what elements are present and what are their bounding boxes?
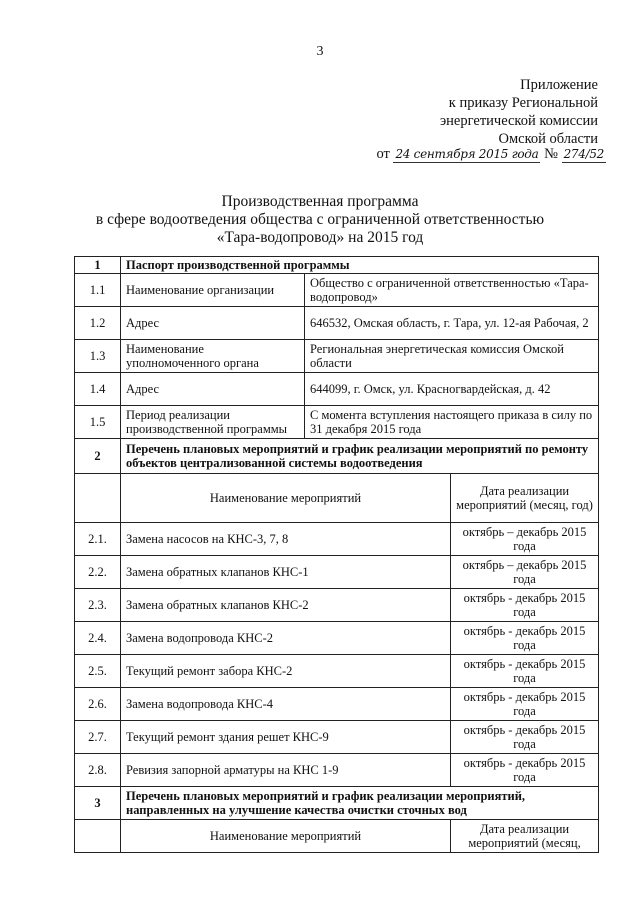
row-value: Общество с ограниченной ответственностью «Тара-водопровод» xyxy=(305,274,599,307)
empty-cell xyxy=(75,474,121,523)
activity-name: Замена водопровода КНС-4 xyxy=(121,688,451,721)
section-number: 3 xyxy=(75,787,121,820)
row-value: 644099, г. Омск, ул. Красногвардейская, д. 42 xyxy=(305,373,599,406)
title-line: в сфере водоотведения общества с ограниченной ответственностью xyxy=(95,211,545,228)
row-number: 2.5. xyxy=(75,655,121,688)
row-number: 2.6. xyxy=(75,688,121,721)
activity-name: Текущий ремонт здания решет КНС-9 xyxy=(121,721,451,754)
column-header-name: Наименование мероприятий xyxy=(121,474,451,523)
section-heading: Паспорт производственной программы xyxy=(121,257,599,274)
appendix-line: Омской области xyxy=(498,131,598,147)
activity-date: октябрь - декабрь 2015 года xyxy=(451,655,599,688)
appendix-line: к приказу Региональной xyxy=(448,95,598,111)
row-number: 2.2. xyxy=(75,556,121,589)
handwritten-date: 24 сентября 2015 года xyxy=(395,147,539,161)
table-row xyxy=(75,307,599,340)
section-number: 1 xyxy=(75,257,121,274)
title-line: Производственная программа xyxy=(221,193,419,210)
section-3-header xyxy=(75,787,599,820)
column-header-name: Наименование мероприятий xyxy=(121,820,451,853)
activity-name: Замена насосов на КНС-3, 7, 8 xyxy=(121,523,451,556)
from-label: от xyxy=(376,146,390,162)
row-number: 1.3 xyxy=(75,340,121,373)
activity-date: октябрь - декабрь 2015 года xyxy=(451,622,599,655)
table-row xyxy=(75,622,599,655)
section-number: 2 xyxy=(75,439,121,474)
appendix-header xyxy=(440,76,598,148)
activity-date: октябрь - декабрь 2015 года xyxy=(451,589,599,622)
section-1-header xyxy=(75,257,599,274)
activity-name: Текущий ремонт забора КНС-2 xyxy=(121,655,451,688)
row-number: 2.8. xyxy=(75,754,121,787)
page-number: 3 xyxy=(316,44,324,59)
activity-date: октябрь - декабрь 2015 года xyxy=(451,688,599,721)
row-number: 2.4. xyxy=(75,622,121,655)
row-number: 1.4 xyxy=(75,373,121,406)
row-value: 646532, Омская область, г. Тара, ул. 12-ая Рабочая, 2 xyxy=(305,307,599,340)
appendix-line: энергетической комиссии xyxy=(439,113,598,129)
column-header-date: Дата реализации мероприятий (месяц, xyxy=(451,820,599,853)
empty-cell xyxy=(75,820,121,853)
section-heading: Перечень плановых мероприятий и график реализации мероприятий по ремонту объектов централизованной системы водоотведения xyxy=(121,439,599,474)
column-header-row xyxy=(75,474,599,523)
document-title xyxy=(0,193,640,247)
activity-name: Замена обратных клапанов КНС-1 xyxy=(121,556,451,589)
row-label: Наименование уполномоченного органа xyxy=(121,340,305,373)
appendix-line: Приложение xyxy=(520,77,598,93)
activity-name: Ревизия запорной арматуры на КНС 1-9 xyxy=(121,754,451,787)
table-row xyxy=(75,373,599,406)
section-heading: Перечень плановых мероприятий и график реализации мероприятий, направленных на улучшение качества очистки сточных вод xyxy=(121,787,599,820)
activity-name: Замена обратных клапанов КНС-2 xyxy=(121,589,451,622)
row-value: С момента вступления настоящего приказа в силу по 31 декабря 2015 года xyxy=(305,406,599,439)
table-row xyxy=(75,688,599,721)
table-row xyxy=(75,523,599,556)
table-row xyxy=(75,721,599,754)
table-row xyxy=(75,406,599,439)
row-number: 1.5 xyxy=(75,406,121,439)
table-row xyxy=(75,340,599,373)
row-value: Региональная энергетическая комиссия Омской области xyxy=(305,340,599,373)
title-line: «Тара-водопровод» на 2015 год xyxy=(216,229,424,246)
activity-name: Замена водопровода КНС-2 xyxy=(121,622,451,655)
program-table xyxy=(74,256,599,853)
row-number: 2.7. xyxy=(75,721,121,754)
row-number: 1.1 xyxy=(75,274,121,307)
row-label: Период реализации производственной программы xyxy=(121,406,305,439)
number-label: № xyxy=(544,146,558,162)
row-label: Адрес xyxy=(121,307,305,340)
row-label: Адрес xyxy=(121,373,305,406)
activity-date: октябрь - декабрь 2015 года xyxy=(451,721,599,754)
table-row xyxy=(75,754,599,787)
activity-date: октябрь – декабрь 2015 года xyxy=(451,523,599,556)
row-number: 2.3. xyxy=(75,589,121,622)
activity-date: октябрь - декабрь 2015 года xyxy=(451,754,599,787)
row-number: 2.1. xyxy=(75,523,121,556)
column-header-row xyxy=(75,820,599,853)
table-row xyxy=(75,274,599,307)
row-label: Наименование организации xyxy=(121,274,305,307)
table-row xyxy=(75,655,599,688)
column-header-date: Дата реализации мероприятий (месяц, год) xyxy=(451,474,599,523)
row-number: 1.2 xyxy=(75,307,121,340)
activity-date: октябрь – декабрь 2015 года xyxy=(451,556,599,589)
section-2-header xyxy=(75,439,599,474)
table-row xyxy=(75,589,599,622)
order-reference xyxy=(376,146,606,163)
handwritten-number: 274/52 xyxy=(563,147,604,161)
table-row xyxy=(75,556,599,589)
